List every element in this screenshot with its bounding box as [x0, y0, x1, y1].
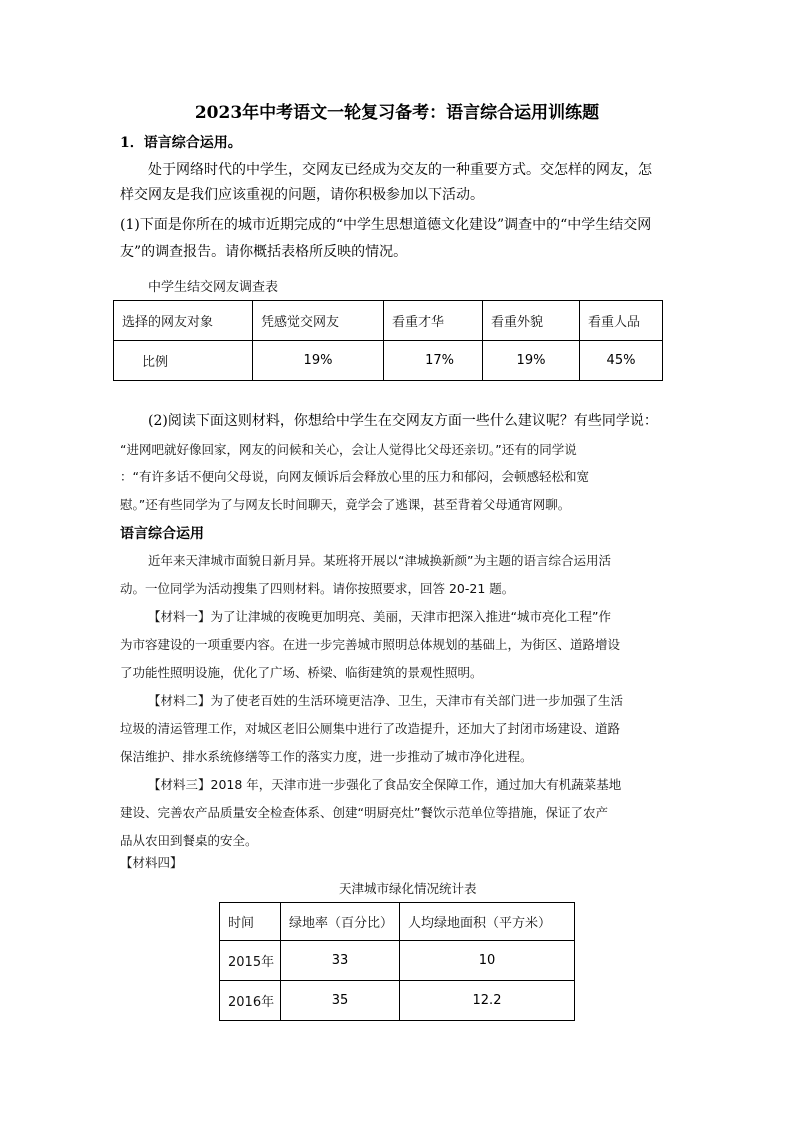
table-header-cell: 凭感觉交网友 — [253, 301, 384, 341]
table-cell-rate: 35 — [281, 981, 400, 1021]
table-row-label: 比例 — [114, 341, 253, 381]
table-cell: 19% — [483, 341, 580, 381]
table2-caption: 天津城市绿化情况统计表 — [339, 881, 477, 896]
part2-line-2: “进网吧就好像回家，网友的问候和关心，会让人觉得比父母还亲切。”还有的同学说 — [120, 442, 577, 457]
table1-caption: 中学生结交网友调查表 — [148, 280, 279, 295]
intro-line-2: 样交网友是我们应该重视的问题，请你积极参加以下活动。 — [120, 187, 484, 203]
material3-line-1: 【材料三】2018 年，天津市进一步强化了食品安全保障工作，通过加大有机蔬菜基地 — [148, 777, 622, 792]
survey-table — [113, 300, 663, 381]
page-title: 2023年中考语文一轮复习备考：语言综合运用训练题 — [194, 103, 600, 123]
material2-line-1: 【材料二】为了使老百姓的生活环境更洁净、卫生，天津市有关部门进一步加强了生活 — [148, 693, 624, 708]
intro-line-1: 处于网络时代的中学生，交网友已经成为交友的一种重要方式。交怎样的网友，怎 — [148, 162, 652, 178]
material2-line-3: 保洁维护、排水系统修缮等工作的落实力度，进一步推动了城市净化进程。 — [120, 749, 533, 764]
table-row — [114, 341, 663, 381]
material1-line-1: 【材料一】为了让津城的夜晚更加明亮、美丽，天津市把深入推进“城市亮化工程”作 — [148, 609, 611, 624]
table-cell-area: 12.2 — [400, 981, 575, 1021]
part2-line-4: 慰。”还有些同学为了与网友长时间聊天，竟学会了逃课，甚至背着父母通宵网聊。 — [120, 497, 571, 512]
part2-line-1: (2)阅读下面这则材料，你想给中学生在交网友方面一些什么建议呢？有些同学说： — [148, 413, 658, 429]
material1-line-3: 了功能性照明设施，优化了广场、桥梁、临街建筑的景观性照明。 — [120, 665, 483, 680]
table-row — [114, 301, 663, 341]
table-header-cell: 看重外貌 — [483, 301, 580, 341]
table-row — [220, 981, 575, 1021]
question-1-heading: 1．语言综合运用。 — [120, 135, 242, 151]
material3-line-3: 品从农田到餐桌的安全。 — [120, 833, 258, 848]
table-header-cell: 选择的网友对象 — [114, 301, 253, 341]
material2-line-2: 垃圾的清运管理工作，对城区老旧公厕集中进行了改造提升，还加大了封闭市场建设、道路 — [120, 721, 621, 736]
greening-table — [219, 902, 575, 1021]
table-header-cell: 绿地率（百分比） — [281, 903, 400, 941]
table-header-cell: 看重才华 — [384, 301, 483, 341]
table-cell-area: 10 — [400, 941, 575, 981]
table-cell: 17% — [384, 341, 483, 381]
table-header-cell: 时间 — [220, 903, 281, 941]
material4-label: 【材料四】 — [120, 855, 183, 870]
part2-line-3: ：“有许多话不便向父母说，向网友倾诉后会释放心里的压力和郁闷，会顿感轻松和宽 — [120, 469, 589, 484]
table-cell-year: 2015年 — [220, 941, 281, 981]
part1-line-1: (1)下面是你所在的城市近期完成的“中学生思想道德文化建设”调查中的“中学生结交网 — [120, 217, 652, 233]
section2-intro-line-2: 动。一位同学为活动搜集了四则材料。请你按照要求，回答 20-21 题。 — [120, 581, 515, 596]
table-row — [220, 941, 575, 981]
material3-line-2: 建设、完善农产品质量安全检查体系、创建“明厨亮灶”餐饮示范单位等措施，保证了农产 — [120, 805, 608, 820]
table-header-cell: 看重人品 — [580, 301, 663, 341]
table-row — [220, 903, 575, 941]
section2-heading: 语言综合运用 — [120, 526, 204, 542]
table-cell: 45% — [580, 341, 663, 381]
table-cell: 19% — [253, 341, 384, 381]
table-cell-year: 2016年 — [220, 981, 281, 1021]
part1-line-2: 友”的调查报告。请你概括表格所反映的情况。 — [120, 244, 408, 260]
section2-intro-line-1: 近年来天津城市面貌日新月异。某班将开展以“津城换新颜”为主题的语言综合运用活 — [148, 553, 611, 568]
material1-line-2: 为市容建设的一项重要内容。在进一步完善城市照明总体规划的基础上，为街区、道路增设 — [120, 637, 621, 652]
table-cell-rate: 33 — [281, 941, 400, 981]
table-header-cell: 人均绿地面积（平方米） — [400, 903, 575, 941]
